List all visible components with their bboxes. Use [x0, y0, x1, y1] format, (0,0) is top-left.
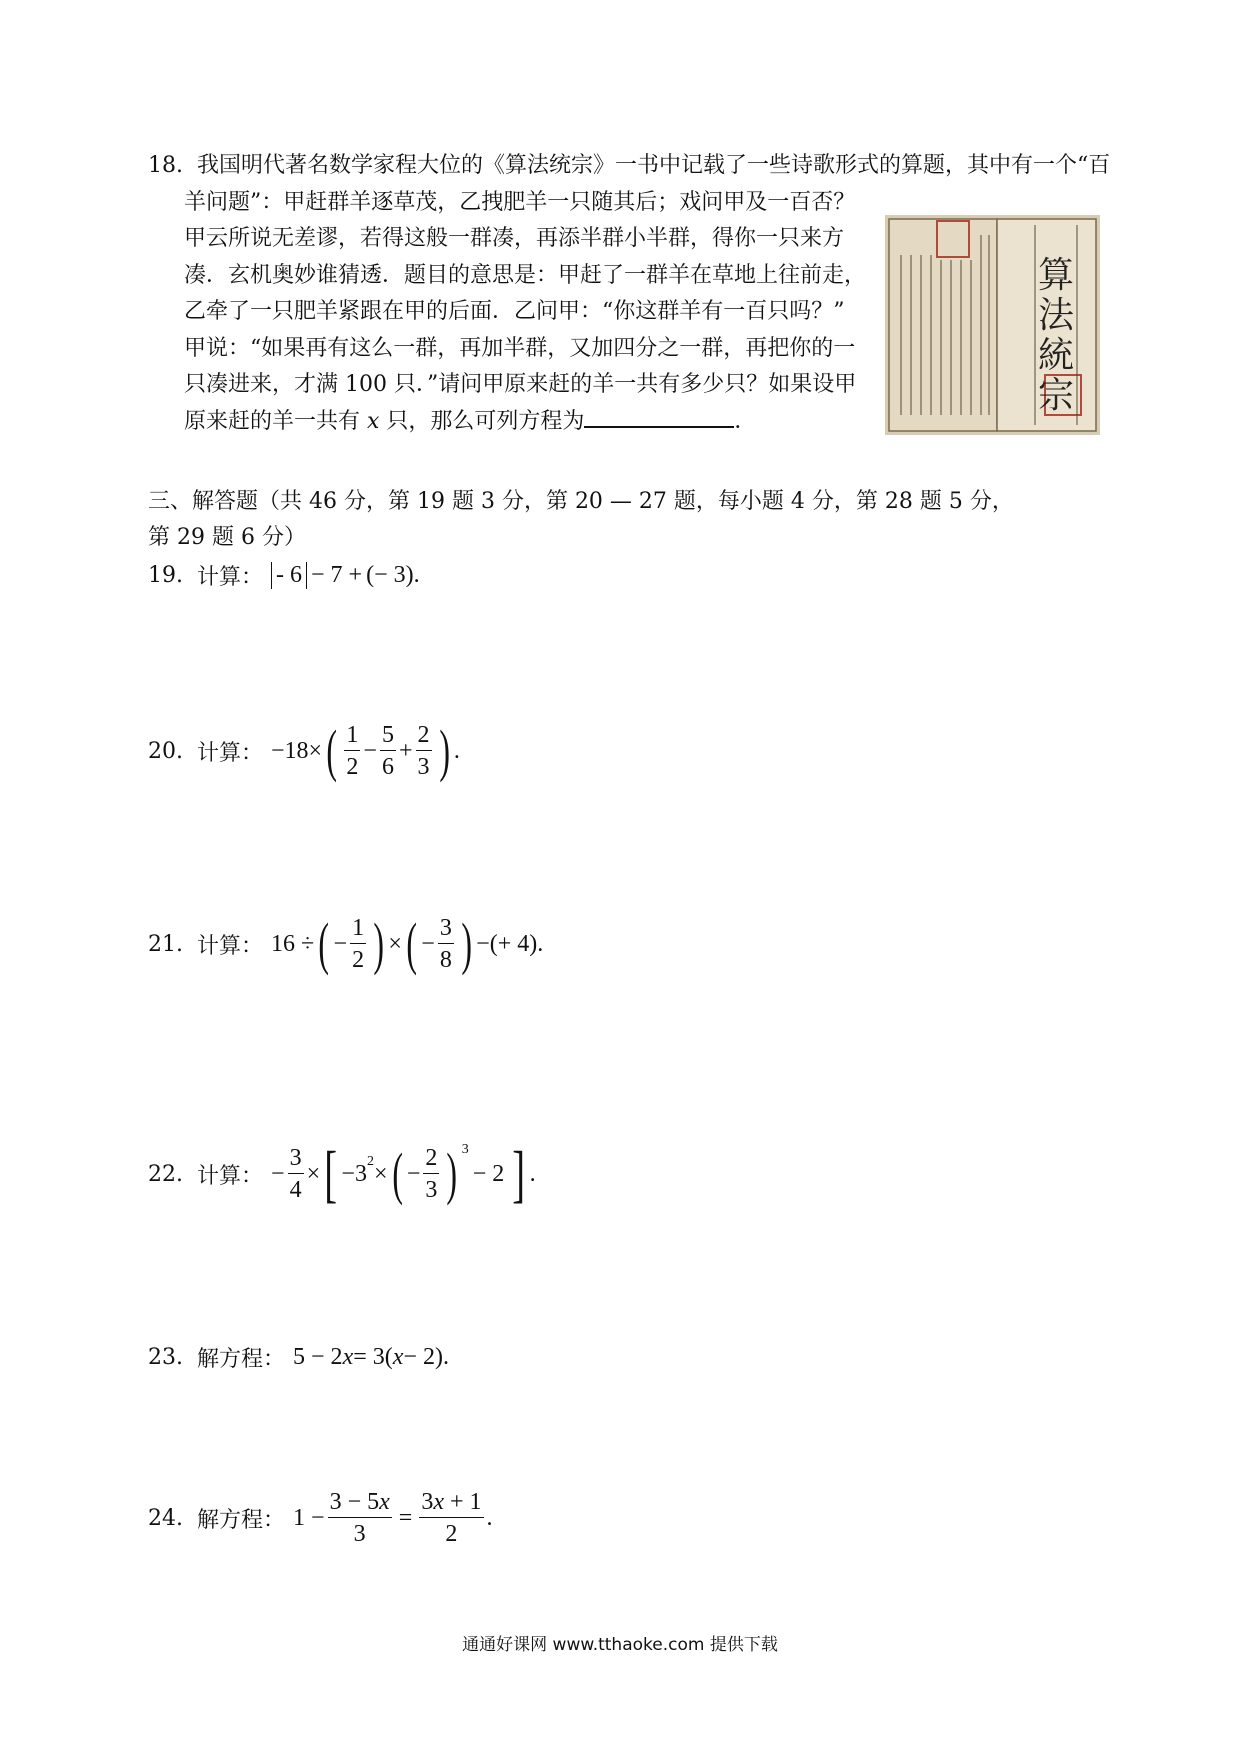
book-title-char-4: 宗	[1037, 375, 1075, 416]
q21-expression: 16 ÷ ( − $\frac{1}{2}$ ) × ( − $\frac{3}{8}$ ) − ( + 4 ) .	[271, 911, 544, 976]
book-illustration	[885, 215, 1100, 435]
book-title-char-3: 統	[1037, 335, 1075, 376]
q23-number: 23.	[148, 1345, 183, 1370]
q18-line-6: 甲说：“如果再有这么一群，再加半群，又加四分之一群，再把你的一	[184, 335, 856, 361]
q19-number: 19.	[148, 563, 183, 588]
book-title-char-1: 算	[1037, 255, 1075, 296]
section-heading	[148, 484, 1048, 556]
q19-expression: - 6 − 7 + ( − 3 ) .	[271, 562, 420, 589]
question-23	[148, 1342, 449, 1373]
q18-line-5: 乙牵了一只肥羊紧跟在甲的后面．乙问甲：“你这群羊有一百只吗？”	[184, 299, 845, 324]
q22-label: 计算：	[197, 1163, 264, 1189]
q18-line-3: 甲云所说无差谬，若得这般一群凑，再添半群小半群，得你一只来方	[184, 226, 845, 251]
answer-blank[interactable]	[584, 404, 734, 428]
book-title-char-2: 法	[1037, 295, 1075, 336]
q24-number: 24.	[148, 1505, 183, 1531]
q24-label: 解方程：	[197, 1507, 286, 1533]
q22-number: 22.	[148, 1161, 183, 1187]
q24-expression: 1 − $\frac{3 - 5x}{3}$ = $\frac{3x + 1}{2}$ .	[293, 1489, 493, 1547]
q23-expression: 5 − 2 x = 3 ( x − 2 ) .	[293, 1344, 449, 1370]
fraction: $\frac{1}{2}$	[352, 915, 365, 973]
question-20	[148, 718, 460, 783]
q23-label: 解方程：	[197, 1347, 286, 1372]
fraction: $\frac{2}{3}$	[417, 722, 430, 780]
question-22	[148, 1138, 536, 1209]
fraction: $\frac{3}{4}$	[289, 1145, 302, 1203]
section-line-2: 第 29 题 6 分）	[148, 525, 306, 550]
q20-label: 计算：	[197, 740, 264, 766]
q20-number: 20.	[148, 738, 183, 764]
q18-line-8: 原来赶的羊一共有 x 只，那么可列方程为 ．	[148, 404, 1098, 441]
q19-abs: - 6	[271, 562, 307, 589]
fraction: $\frac{2}{3}$	[425, 1145, 438, 1203]
fraction: $\frac{3x + 1}{2}$	[421, 1489, 482, 1547]
q22-expression: − $\frac{3}{4}$ × [ − 3 2 × ( − $\frac{2}{3}$ ) 3 − 2 ] .	[271, 1138, 536, 1209]
q18-line-7: 只凑进来，才满 100 只．”请问甲原来赶的羊一共有多少只？如果设甲	[184, 372, 857, 397]
q21-label: 计算：	[197, 933, 264, 959]
q18-line-4: 凑．玄机奥妙谁猜透．题目的意思是：甲赶了一群羊在草地上往前走，	[184, 262, 867, 288]
fraction: $\frac{3 - 5x}{3}$	[329, 1489, 390, 1547]
q18-line	[148, 148, 1111, 185]
q18-line-2: 羊问题”：甲赶群羊逐草茂，乙拽肥羊一只随其后；戏问甲及一百否？	[184, 189, 856, 215]
section-line-1: 三、解答题（共 46 分，第 19 题 3 分，第 20 — 27 题，每小题 4 分，第 28 题 5 分，	[148, 489, 1014, 514]
question-19	[148, 560, 420, 591]
variable-x: x	[367, 408, 380, 434]
book-cover-image	[885, 215, 1100, 435]
question-24	[148, 1490, 493, 1546]
question-21	[148, 911, 544, 976]
q19-label: 计算：	[197, 565, 264, 590]
fraction: $\frac{5}{6}$	[381, 722, 394, 780]
q21-number: 21.	[148, 931, 183, 957]
footer-text: 通通好课网 www.tthaoke.com 提供下载	[462, 1635, 778, 1655]
q20-expression: −18× ( $\frac{1}{2}$ − $\frac{5}{6}$ + $\frac{2}{3}$ ) .	[271, 718, 460, 783]
q18-number: 18.	[148, 153, 183, 178]
q18-line-1: 我国明代著名数学家程大位的《算法统宗》一书中记载了一些诗歌形式的算题，其中有一个“百	[197, 153, 1111, 178]
fraction: $\frac{1}{2}$	[346, 722, 359, 780]
fraction: $\frac{3}{8}$	[439, 915, 452, 973]
